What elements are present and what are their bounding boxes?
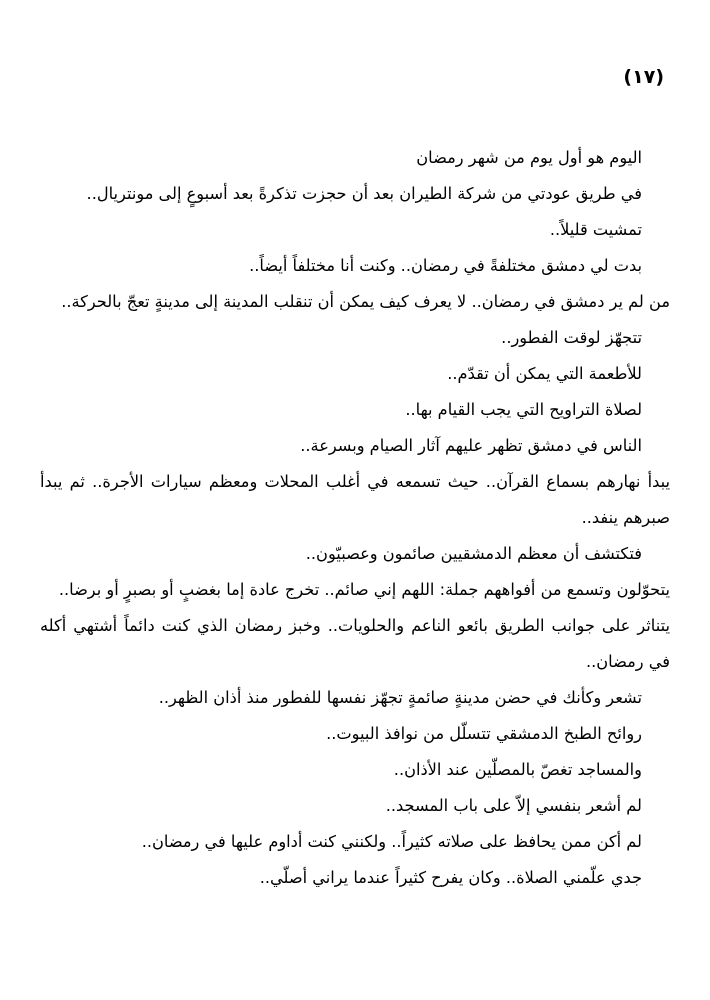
- paragraph: جدي علّمني الصلاة.. وكان يفرح كثيراً عندما يراني أصلّي..: [259, 868, 642, 887]
- paragraph: من لم ير دمشق في رمضان.. لا يعرف كيف يمكن أن تنقلب المدينة إلى مدينةٍ تعجّ بالحركة..: [61, 292, 670, 311]
- paragraph: لم أشعر بنفسي إلاّ على باب المسجد..: [385, 796, 642, 815]
- paragraph: اليوم هو أول يوم من شهر رمضان: [416, 148, 642, 167]
- paragraph: يتحوّلون وتسمع من أفواههم جملة: اللهم إني صائم.. تخرج عادة إما بغضبٍ أو بصبرٍ أو برضا..: [58, 580, 670, 599]
- paragraph: روائح الطبخ الدمشقي تتسلّل من نوافذ البيوت..: [326, 724, 642, 743]
- paragraph: والمساجد تغصّ بالمصلّين عند الأذان..: [393, 760, 642, 779]
- paragraph: يبدأ نهارهم بسماع القرآن.. حيث تسمعه في أغلب المحلات ومعظم سيارات الأجرة.. ثم يبدأ صبرهم ينفد..: [40, 472, 670, 527]
- body-text: [40, 140, 670, 896]
- paragraph: الناس في دمشق تظهر عليهم آثار الصيام وبسرعة..: [300, 436, 642, 455]
- paragraph: فتكتشف أن معظم الدمشقيين صائمون وعصبيّون..: [305, 544, 642, 563]
- paragraph: تشعر وكأنك في حضن مدينةٍ صائمةٍ تجهّز نفسها للفطور منذ أذان الظهر..: [158, 688, 642, 707]
- paragraph: للأطعمة التي يمكن أن تقدّم..: [447, 364, 642, 383]
- paragraph: في طريق عودتي من شركة الطيران بعد أن حجزت تذكرةً بعد أسبوعٍ إلى مونتريال..: [86, 184, 642, 203]
- paragraph: تتجهّز لوقت الفطور..: [501, 328, 642, 347]
- paragraph: يتناثر على جوانب الطريق بائعو الناعم والحلويات.. وخبز رمضان الذي كنت دائماً أشتهي أكله في رمضان..: [40, 616, 670, 671]
- paragraph: تمشيت قليلاً..: [549, 220, 642, 239]
- paragraph: بدت لي دمشق مختلفةً في رمضان.. وكنت أنا مختلفاً أيضاً..: [249, 256, 642, 275]
- page-number: (١٧): [623, 66, 664, 88]
- paragraph: لصلاة التراويح التي يجب القيام بها..: [405, 400, 642, 419]
- paragraph: لم أكن ممن يحافظ على صلاته كثيراً.. ولكنني كنت أداوم عليها في رمضان..: [141, 832, 642, 851]
